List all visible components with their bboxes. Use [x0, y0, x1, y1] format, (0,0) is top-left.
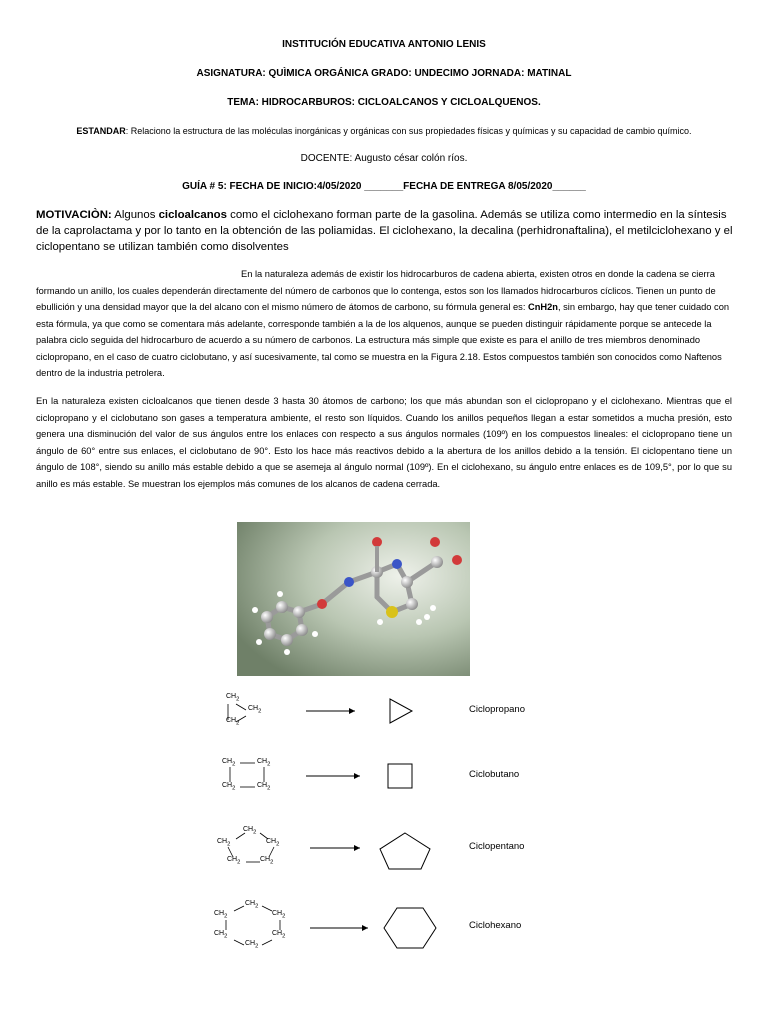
standard-line — [0, 126, 768, 136]
cyclopropane-label: Ciclopropano — [469, 704, 525, 715]
ch2-label: $CH_2$ — [245, 900, 259, 910]
ch2-label: $CH_2$ — [226, 717, 240, 727]
ch2-label: $CH_2$ — [214, 910, 228, 920]
teacher-line: DOCENTE: Augusto césar colón ríos. — [300, 153, 468, 164]
ch2-label: $CH_2$ — [245, 940, 259, 950]
institution-title: INSTITUCIÓN EDUCATIVA ANTONIO LENIS — [282, 39, 486, 50]
cyclobutane-label: Ciclobutano — [469, 769, 520, 780]
ch2-label: $CH_2$ — [257, 782, 271, 792]
ch2-label: $CH_2$ — [217, 838, 231, 848]
ch2-label: $CH_2$ — [266, 838, 280, 848]
molecule-3d-image — [237, 522, 470, 676]
cyclopentane-drawing — [200, 825, 600, 885]
cyclopropane-row — [200, 690, 600, 750]
ch2-label: $CH_2$ — [260, 856, 274, 866]
paragraph-1-text-b: , sin embargo, hay que tener cuidado con esta fórmula, ya que como se comentara más adelante, corresponde también a la de los alquenos, aunque se pueden distinguir rápidamente porque se antecede la palabra ciclo seguida del hidrocarburo de acuerdo a su número de carbonos. La estructura más simple que existe es para el anillo de tres miembros denominado ciclopropano, en el caso de cuatro ciclobutano, y así sucesivamente, tal como se muestra en la Figura 2.18. Estos compuestos también son conocidos como Naftenos dentro de la industria petrolera. — [36, 302, 730, 378]
ch2-label: $CH_2$ — [248, 705, 262, 715]
motivation-text-b: como el ciclohexano forman parte de la gasolina. Además se utiliza como intermedio en la síntesis de la caprolactama y por lo tanto en la obtención de las poliamidas. El ciclohexano, la decalina (perhidronaftalina), el metilciclohexano y el ciclopentano se utilizan también como disolventes — [36, 209, 733, 253]
paragraph-2: En la naturaleza existen cicloalcanos que tienen desde 3 hasta 30 átomos de carbono; los que más abundan son el ciclopropano y el ciclohexano. Mientras que el ciclopropano y el ciclobutano son gases a temperatura ambiente, el resto son líquidos. Cuando los anillos pequeños llegan a estar sometidos a mucha presión, esto genera una disminución del valor de sus ángulos entre los enlaces con respecto a sus ángulos normales (109º) en los compuestos lineales: el ciclopropano tiene un ángulo de 60° entre sus enlaces, el ciclobutano de 90°. Esto los hace más reactivos debido a la abertura de los anillos debido a la tensión. El ciclopentano tiene un ángulo de 108°, siendo su anillo más estable debido a que se asemeja al ángulo normal (109º). En el ciclohexano, su ángulo entre enlaces es de 109,5°, por lo que su anillo es más estable. Se muestran los ejemplos más comunes de los alcanos de cadena cerrada. — [36, 396, 732, 489]
motivation-paragraph — [36, 207, 736, 255]
cyclopentane-label: Ciclopentano — [469, 841, 525, 852]
ch2-label: $CH_2$ — [272, 930, 286, 940]
cyclohexane-drawing — [200, 900, 600, 960]
standard-text: : Relaciono la estructura de las moléculas inorgánicas y orgánicas con sus propiedades físicas y químicas y su capacidad de cambio químico. — [125, 126, 692, 136]
guide-line: GUÍA # 5: FECHA DE INICIO:4/05/2020 _______FECHA DE ENTREGA 8/05/2020______ — [182, 181, 586, 192]
ch2-label: $CH_2$ — [222, 758, 236, 768]
cyclobutane-row — [200, 755, 600, 815]
motivation-bold-word: cicloalcanos — [158, 209, 227, 221]
general-formula: CnH2n — [528, 302, 558, 312]
paragraph-1-text-a: En la naturaleza además de existir los hidrocarburos de cadena abierta, existen otros en donde la cadena se cierra formando un anillo, los cuales dependerán directamente del número de carbonos que lo contenga, estos son los llamados hidrocarburos cíclicos. Tienen un punto de ebullición y una densidad mayor que la del alcano con el mismo número de átomos de carbono, su fórmula general es: — [36, 269, 716, 312]
topic-line: TEMA: HIDROCARBUROS: CICLOALCANOS Y CICLOALQUENOS. — [227, 97, 541, 108]
cyclopropane-drawing — [200, 690, 600, 750]
cyclohexane-row — [200, 900, 600, 960]
ch2-label: $CH_2$ — [227, 856, 241, 866]
subject-line: ASIGNATURA: QUÌMICA ORGÁNICA GRADO: UNDECIMO JORNADA: MATINAL — [196, 68, 572, 79]
standard-label: ESTANDAR — [76, 126, 126, 136]
ch2-label: $CH_2$ — [226, 693, 240, 703]
paragraph-1 — [36, 266, 732, 382]
ch2-label: $CH_2$ — [257, 758, 271, 768]
motivation-text-a: Algunos — [111, 209, 159, 221]
cyclopentane-row — [200, 825, 600, 885]
ch2-label: $CH_2$ — [272, 910, 286, 920]
ch2-label: $CH_2$ — [243, 826, 257, 836]
motivation-label: MOTIVACIÒN: — [36, 209, 112, 221]
cyclohexane-label: Ciclohexano — [469, 920, 522, 931]
ch2-label: $CH_2$ — [222, 782, 236, 792]
ch2-label: $CH_2$ — [214, 930, 228, 940]
